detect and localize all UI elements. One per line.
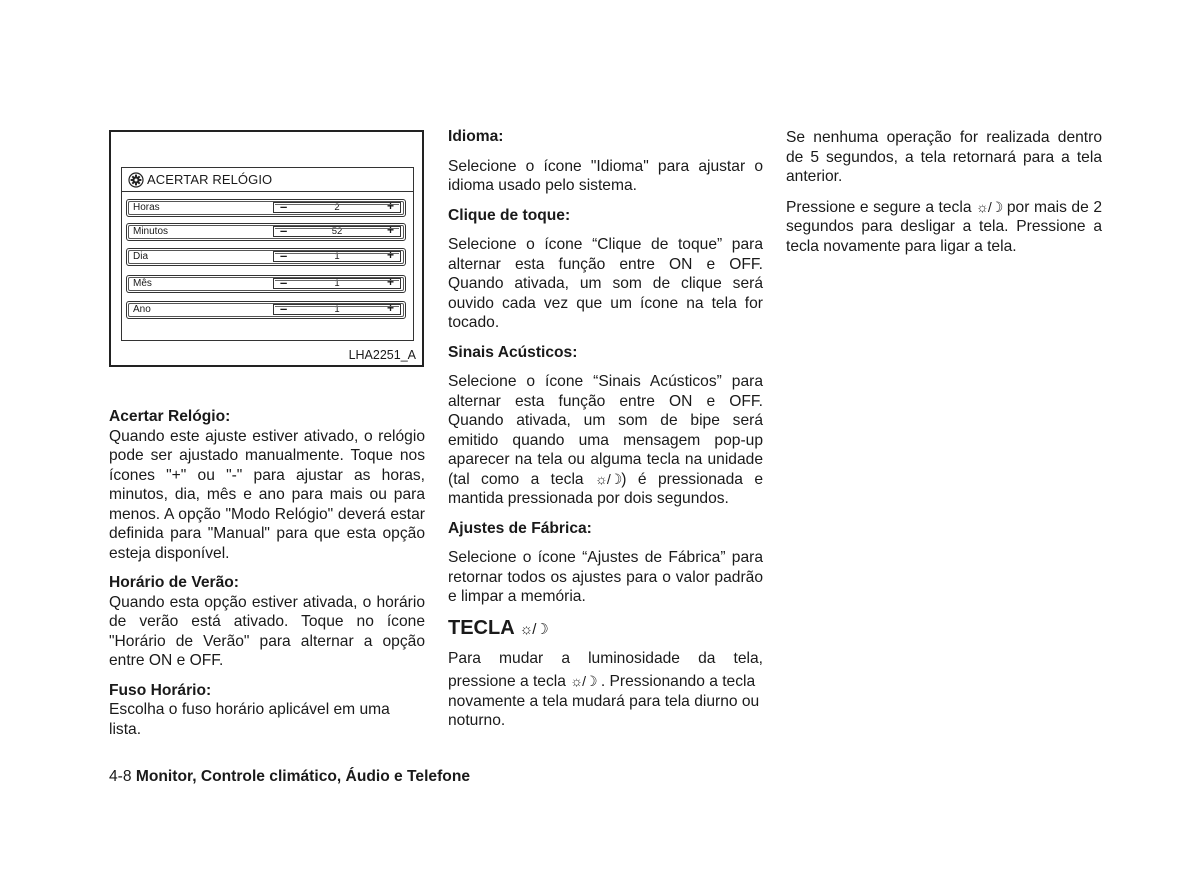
page-footer xyxy=(109,768,470,786)
plus-button[interactable]: + xyxy=(386,223,394,237)
section-heading: Ajustes de Fábrica: xyxy=(448,519,592,537)
plus-button[interactable]: + xyxy=(386,248,394,262)
setting-row-month[interactable] xyxy=(126,275,406,293)
body-text: por mais de 2 segundos para desligar a tela. Pressione a tecla novamente para ligar a tela. xyxy=(786,198,1102,255)
section-body xyxy=(448,649,763,669)
day-night-icon: ☼/☽ xyxy=(519,620,548,638)
page-number: 4-8 xyxy=(109,768,132,785)
column-right xyxy=(786,128,1102,256)
section-body: Escolha o fuso horário aplicável em uma lista. xyxy=(109,701,390,738)
row-label: Horas xyxy=(133,202,160,213)
year-stepper[interactable] xyxy=(273,301,401,316)
minus-button[interactable]: – xyxy=(280,223,288,238)
body-text: Selecione o ícone “Sinais Acústicos” para alternar esta função entre ON e OFF. Quando ativada, um som de bipe será emitido quando uma mensagem pop-up aparecer na tela ou alguma tecla na unidade (tal como a tecla xyxy=(448,373,763,488)
screen-mockup xyxy=(121,167,414,341)
row-label: Dia xyxy=(133,251,149,262)
minus-button[interactable]: – xyxy=(280,275,288,290)
section-body xyxy=(448,372,763,509)
section-body: Quando esta opção estiver ativada, o horário de verão está ativado. Toque no ícone "Horário de Verão" para alternar a opção entre ON e OFF. xyxy=(109,593,425,669)
setting-row-year[interactable] xyxy=(126,301,406,319)
body-text: Pressione e segure a tecla xyxy=(786,198,977,216)
body-text: . Pressionando a tecla novamente a tela mudará para tela diurno ou noturno. xyxy=(448,673,760,729)
screen-title: ACERTAR RELÓGIO xyxy=(147,172,273,187)
setting-row-minutes[interactable] xyxy=(126,223,406,241)
row-label: Mês xyxy=(133,278,152,289)
row-label: Minutos xyxy=(133,226,169,237)
minus-button[interactable]: – xyxy=(280,248,288,263)
section-body: Selecione o ícone "Idioma" para ajustar o idioma usado pelo sistema. xyxy=(448,157,763,194)
section-body: Selecione o ícone “Clique de toque” para alternar esta função entre ON e OFF. Quando ativada, um som de clique será ouvido cada vez que um ícone na tela for tocado. xyxy=(448,236,763,331)
minus-button[interactable]: – xyxy=(280,301,288,316)
section-heading: Horário de Verão: xyxy=(109,574,239,591)
section-heading: Idioma: xyxy=(448,128,504,145)
day-stepper[interactable] xyxy=(273,248,401,263)
setting-row-hours[interactable] xyxy=(126,199,406,217)
stepper-value: 1 xyxy=(334,304,340,315)
body-text: pressione a tecla xyxy=(448,673,571,690)
section-heading: Fuso Horário: xyxy=(109,681,212,699)
plus-button[interactable]: + xyxy=(386,301,394,315)
stepper-value: 2 xyxy=(334,202,340,213)
plus-button[interactable]: + xyxy=(386,199,394,213)
section-body: Quando este ajuste estiver ativado, o relógio pode ser ajustado manualmente. Toque nos ícones "+" ou "-" para ajustar as horas, minutos, dia, mês e ano para mais ou para menos. A opção "Modo Relógio" deverá estar definida para "Manual" para que esta opção esteja disponível. xyxy=(109,427,425,562)
stepper-value: 1 xyxy=(334,251,340,262)
body-text: ) é pressionada e mantida pressionada por dois segundos. xyxy=(448,470,763,507)
month-stepper[interactable] xyxy=(273,275,401,290)
day-night-icon: ☼/☽ xyxy=(570,673,597,689)
section-heading: Clique de toque: xyxy=(448,206,571,224)
figure-code: LHA2251_A xyxy=(348,348,416,362)
section-heading-large xyxy=(448,615,763,643)
gear-icon xyxy=(128,172,144,188)
hours-stepper[interactable] xyxy=(273,199,401,214)
figure-clock-settings xyxy=(109,130,424,367)
section-body xyxy=(786,198,1102,257)
screen-header xyxy=(122,168,413,192)
section-heading: Acertar Relógio: xyxy=(109,408,231,425)
chapter-title: Monitor, Controle climático, Áudio e Telefone xyxy=(135,768,471,785)
minus-button[interactable]: – xyxy=(280,199,288,214)
minutes-stepper[interactable] xyxy=(273,223,401,238)
body-text: Para mudar a luminosidade da tela, xyxy=(448,649,763,667)
heading-text: TECLA xyxy=(448,616,514,639)
day-night-icon: ☼/☽ xyxy=(976,198,1003,215)
day-night-icon: ☼/☽ xyxy=(595,470,622,487)
column-left xyxy=(109,407,425,739)
column-middle xyxy=(448,127,763,731)
section-body xyxy=(448,672,763,731)
stepper-value: 52 xyxy=(331,226,343,237)
setting-row-day[interactable] xyxy=(126,248,406,266)
section-body: Selecione o ícone “Ajustes de Fábrica” para retornar todos os ajustes para o valor padrão e limpar a memória. xyxy=(448,549,763,605)
row-label: Ano xyxy=(133,304,151,315)
plus-button[interactable]: + xyxy=(386,275,394,289)
section-heading: Sinais Acústicos: xyxy=(448,343,578,361)
section-body: Se nenhuma operação for realizada dentro de 5 segundos, a tela retornará para a tela anterior. xyxy=(786,129,1102,185)
stepper-value: 1 xyxy=(334,278,340,289)
